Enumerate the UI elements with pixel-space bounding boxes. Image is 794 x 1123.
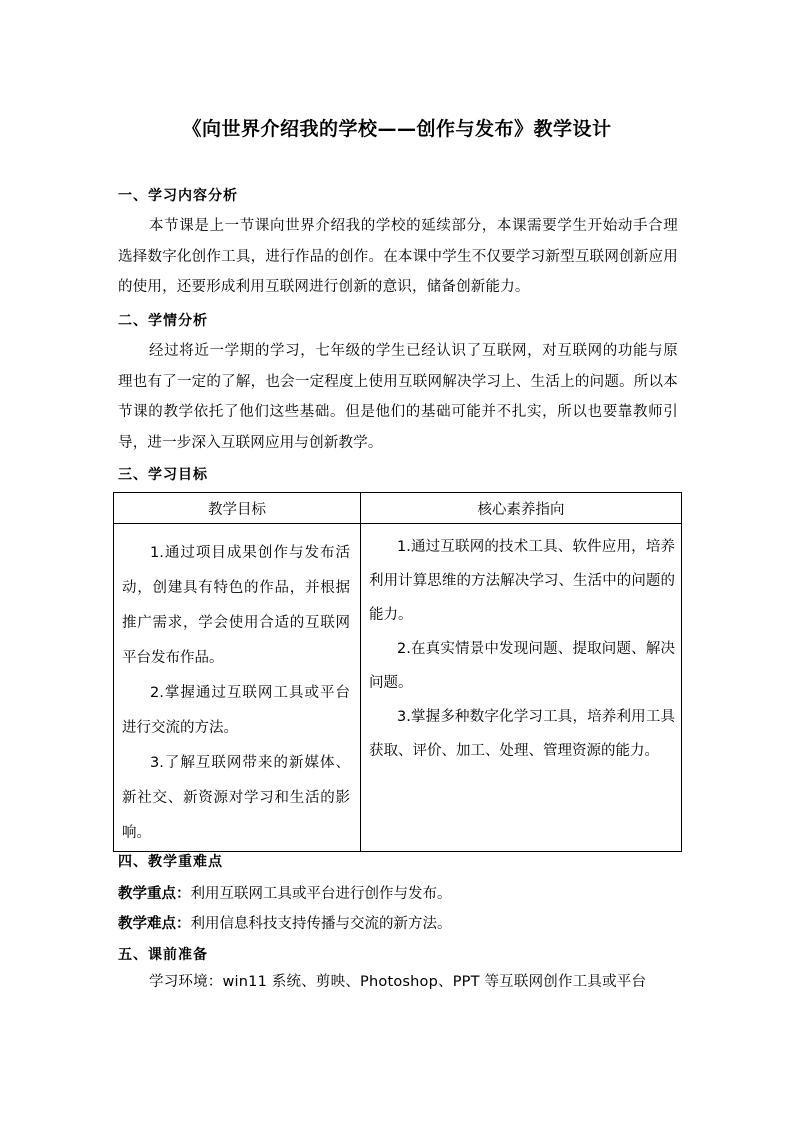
table-cell-literacy xyxy=(361,524,682,852)
table-row xyxy=(114,524,682,852)
difficulty-line xyxy=(118,915,678,933)
difficulty-label: 教学难点： xyxy=(118,916,191,932)
section-5 xyxy=(118,946,678,992)
section-1 xyxy=(118,187,678,303)
section-heading: 二、学情分析 xyxy=(118,313,208,329)
list-item: 2.掌握通过互联网工具或平台进行交流的方法。 xyxy=(122,685,350,736)
key-point-line xyxy=(118,885,678,903)
section-2 xyxy=(118,312,678,458)
list-item: 3.掌握多种数字化学习工具，培养利用工具获取、评价、加工、处理、管理资源的能力。 xyxy=(369,709,675,759)
section-heading: 四、教学重难点 xyxy=(118,854,223,870)
table-header-teaching-goals: 教学目标 xyxy=(114,493,361,524)
difficulty-text: 利用信息科技支持传播与交流的新方法。 xyxy=(190,916,452,932)
section-4 xyxy=(118,853,678,933)
section-heading: 五、课前准备 xyxy=(118,947,208,963)
section-paragraph: 学习环境：win11 系统、剪映、Photoshop、PPT 等互联网创作工具或平台 xyxy=(149,974,647,990)
list-item: 3.了解互联网带来的新媒体、新社交、新资源对学习和生活的影响。 xyxy=(122,755,350,841)
objectives-table xyxy=(113,492,682,852)
table-header-core-literacy: 核心素养指向 xyxy=(361,493,682,524)
key-point-label: 教学重点： xyxy=(118,886,191,902)
section-paragraph: 本节课是上一节课向世界介绍我的学校的延续部分，本课需要学生开始动手合理选择数字化创作工具，进行作品的创作。在本课中学生不仅要学习新型互联网创新应用的使用，还要形成利用互联网进行创新的意识，储备创新能力。 xyxy=(118,218,678,295)
section-paragraph: 经过将近一学期的学习，七年级的学生已经认识了互联网，对互联网的功能与原理也有了一定的了解，也会一定程度上使用互联网解决学习上、生活上的问题。所以本节课的教学依托了他们这些基础。但是他们的基础可能并不扎实，所以也要靠教师引导，进一步深入互联网应用与创新教学。 xyxy=(118,343,678,451)
section-3 xyxy=(118,466,678,484)
section-heading: 一、学习内容分析 xyxy=(118,188,238,204)
section-heading: 三、学习目标 xyxy=(118,467,208,483)
table-header-row xyxy=(114,493,682,524)
list-item: 1.通过项目成果创作与发布活动，创建具有特色的作品，并根据推广需求，学会使用合适的互联网平台发布作品。 xyxy=(122,545,350,666)
list-item: 2.在真实情景中发现问题、提取问题、解决问题。 xyxy=(369,641,675,691)
key-point-text: 利用互联网工具或平台进行创作与发布。 xyxy=(190,886,452,902)
document-title: 《向世界介绍我的学校——创作与发布》教学设计 xyxy=(182,118,612,140)
table-cell-goals xyxy=(114,524,361,852)
list-item: 1.通过互联网的技术工具、软件应用，培养利用计算思维的方法解决学习、生活中的问题的能力。 xyxy=(369,539,675,623)
